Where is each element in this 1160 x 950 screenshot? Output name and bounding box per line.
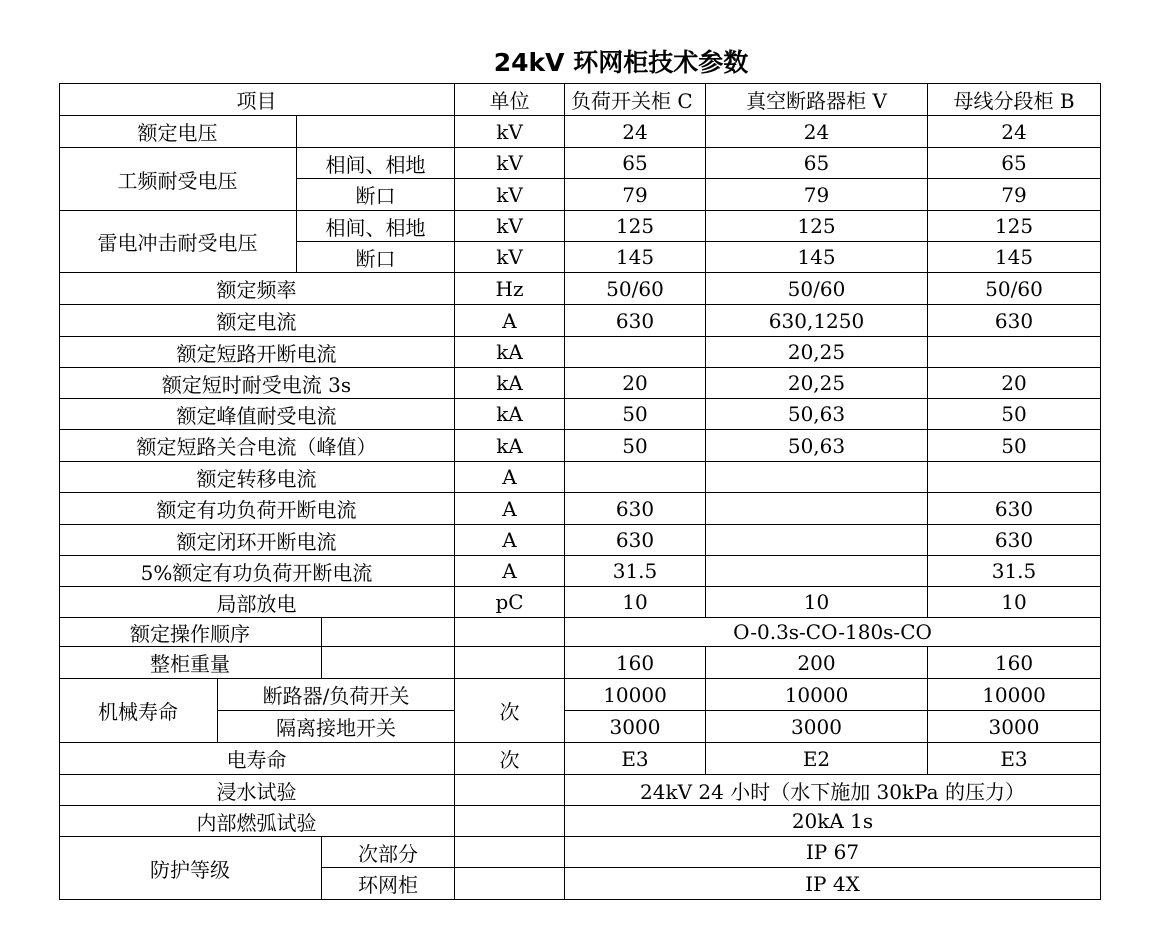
row-label: 整柜重量	[59, 647, 322, 679]
cell-b: 50	[928, 430, 1101, 462]
cell-unit-empty	[455, 775, 565, 806]
page-title: 24kV 环网柜技术参数	[493, 48, 749, 77]
row-sub: 断口	[297, 242, 455, 273]
header-item: 项目	[59, 83, 455, 116]
header-unit: 单位	[455, 83, 565, 116]
cell-c: 50/60	[565, 273, 706, 305]
row-sub: 相间、相地	[297, 211, 455, 242]
cell-c: 125	[565, 211, 706, 242]
spec-table	[59, 83, 1101, 900]
row-label: 额定电压	[59, 116, 297, 148]
row-sub-empty	[297, 116, 455, 148]
cell-merged: 20kA 1s	[565, 806, 1101, 837]
cell-c	[565, 337, 706, 368]
cell-merged: IP 4X	[565, 868, 1101, 900]
row-label: 额定频率	[59, 273, 455, 305]
cell-c: 50	[565, 430, 706, 462]
cell-b	[928, 337, 1101, 368]
cell-b: 630	[928, 493, 1101, 525]
cell-c: 160	[565, 647, 706, 679]
cell-c: 10	[565, 587, 706, 618]
cell-v: 3000	[706, 711, 928, 743]
row-sub: 相间、相地	[297, 148, 455, 179]
cell-b: 10	[928, 587, 1101, 618]
row-sub-empty	[322, 647, 455, 679]
cell-b: 50/60	[928, 273, 1101, 305]
cell-unit: kV	[455, 179, 565, 211]
cell-b: E3	[928, 743, 1101, 775]
cell-unit: A	[455, 462, 565, 493]
header-c: 负荷开关柜 C	[565, 83, 706, 116]
cell-unit: kV	[455, 116, 565, 148]
row-sub: 断路器/负荷开关	[218, 679, 455, 711]
cell-b: 3000	[928, 711, 1101, 743]
row-label: 电寿命	[59, 743, 455, 775]
cell-v	[706, 556, 928, 587]
cell-c: 10000	[565, 679, 706, 711]
cell-unit: kA	[455, 430, 565, 462]
cell-v: 125	[706, 211, 928, 242]
row-label: 浸水试验	[59, 775, 455, 806]
cell-c: 145	[565, 242, 706, 273]
row-sub: 隔离接地开关	[218, 711, 455, 743]
cell-unit: kA	[455, 368, 565, 399]
cell-v	[706, 525, 928, 556]
cell-unit-empty	[455, 647, 565, 679]
cell-v: 20,25	[706, 337, 928, 368]
cell-b: 20	[928, 368, 1101, 399]
cell-b: 79	[928, 179, 1101, 211]
cell-unit-empty	[455, 868, 565, 900]
row-label: 防护等级	[59, 837, 322, 900]
row-label: 额定转移电流	[59, 462, 455, 493]
cell-merged: 24kV 24 小时（水下施加 30kPa 的压力）	[565, 775, 1101, 806]
cell-v: 145	[706, 242, 928, 273]
row-label: 额定短路开断电流	[59, 337, 455, 368]
row-label: 额定短路关合电流（峰值）	[59, 430, 455, 462]
cell-unit: A	[455, 556, 565, 587]
row-label: 额定操作顺序	[59, 618, 322, 647]
row-sub-empty	[322, 618, 455, 647]
cell-b: 65	[928, 148, 1101, 179]
cell-b: 145	[928, 242, 1101, 273]
cell-v: 10	[706, 587, 928, 618]
cell-v: 10000	[706, 679, 928, 711]
cell-unit: 次	[455, 743, 565, 775]
cell-v	[706, 493, 928, 525]
cell-unit: 次	[455, 679, 565, 743]
cell-c	[565, 462, 706, 493]
cell-b: 24	[928, 116, 1101, 148]
cell-unit: kV	[455, 242, 565, 273]
cell-unit: kA	[455, 399, 565, 430]
cell-unit: kV	[455, 211, 565, 242]
cell-unit: A	[455, 493, 565, 525]
row-label: 额定峰值耐受电流	[59, 399, 455, 430]
row-label: 额定电流	[59, 305, 455, 337]
cell-v: 200	[706, 647, 928, 679]
cell-unit-empty	[455, 806, 565, 837]
header-v: 真空断路器柜 V	[706, 83, 928, 116]
row-label: 额定闭环开断电流	[59, 525, 455, 556]
cell-b: 31.5	[928, 556, 1101, 587]
row-label: 额定短时耐受电流 3s	[59, 368, 455, 399]
row-label: 雷电冲击耐受电压	[59, 211, 297, 273]
cell-merged: IP 67	[565, 837, 1101, 868]
cell-v: 50,63	[706, 399, 928, 430]
cell-unit: kA	[455, 337, 565, 368]
cell-b: 630	[928, 305, 1101, 337]
cell-c: E3	[565, 743, 706, 775]
cell-b: 630	[928, 525, 1101, 556]
row-label: 内部燃弧试验	[59, 806, 455, 837]
cell-v: 630,1250	[706, 305, 928, 337]
cell-c: 50	[565, 399, 706, 430]
row-label: 局部放电	[59, 587, 455, 618]
cell-c: 20	[565, 368, 706, 399]
cell-v: 65	[706, 148, 928, 179]
cell-unit: A	[455, 525, 565, 556]
cell-unit: Hz	[455, 273, 565, 305]
cell-unit: kV	[455, 148, 565, 179]
cell-v: 24	[706, 116, 928, 148]
row-sub: 环网柜	[322, 868, 455, 900]
cell-b	[928, 462, 1101, 493]
cell-c: 630	[565, 525, 706, 556]
header-b: 母线分段柜 B	[928, 83, 1101, 116]
row-label: 机械寿命	[59, 679, 218, 743]
cell-c: 31.5	[565, 556, 706, 587]
cell-b: 50	[928, 399, 1101, 430]
cell-c: 630	[565, 493, 706, 525]
cell-c: 65	[565, 148, 706, 179]
cell-v: 50,63	[706, 430, 928, 462]
cell-c: 630	[565, 305, 706, 337]
cell-v: 79	[706, 179, 928, 211]
cell-c: 79	[565, 179, 706, 211]
cell-unit-empty	[455, 618, 565, 647]
cell-v: 20,25	[706, 368, 928, 399]
cell-b: 125	[928, 211, 1101, 242]
row-label: 5%额定有功负荷开断电流	[59, 556, 455, 587]
row-label: 工频耐受电压	[59, 148, 297, 211]
cell-unit: A	[455, 305, 565, 337]
row-label: 额定有功负荷开断电流	[59, 493, 455, 525]
cell-c: 3000	[565, 711, 706, 743]
cell-v: 50/60	[706, 273, 928, 305]
cell-c: 24	[565, 116, 706, 148]
cell-unit: pC	[455, 587, 565, 618]
cell-v: E2	[706, 743, 928, 775]
row-sub: 次部分	[322, 837, 455, 868]
cell-b: 160	[928, 647, 1101, 679]
cell-v	[706, 462, 928, 493]
cell-merged: O-0.3s-CO-180s-CO	[565, 618, 1101, 647]
cell-b: 10000	[928, 679, 1101, 711]
cell-unit-empty	[455, 837, 565, 868]
row-sub: 断口	[297, 179, 455, 211]
